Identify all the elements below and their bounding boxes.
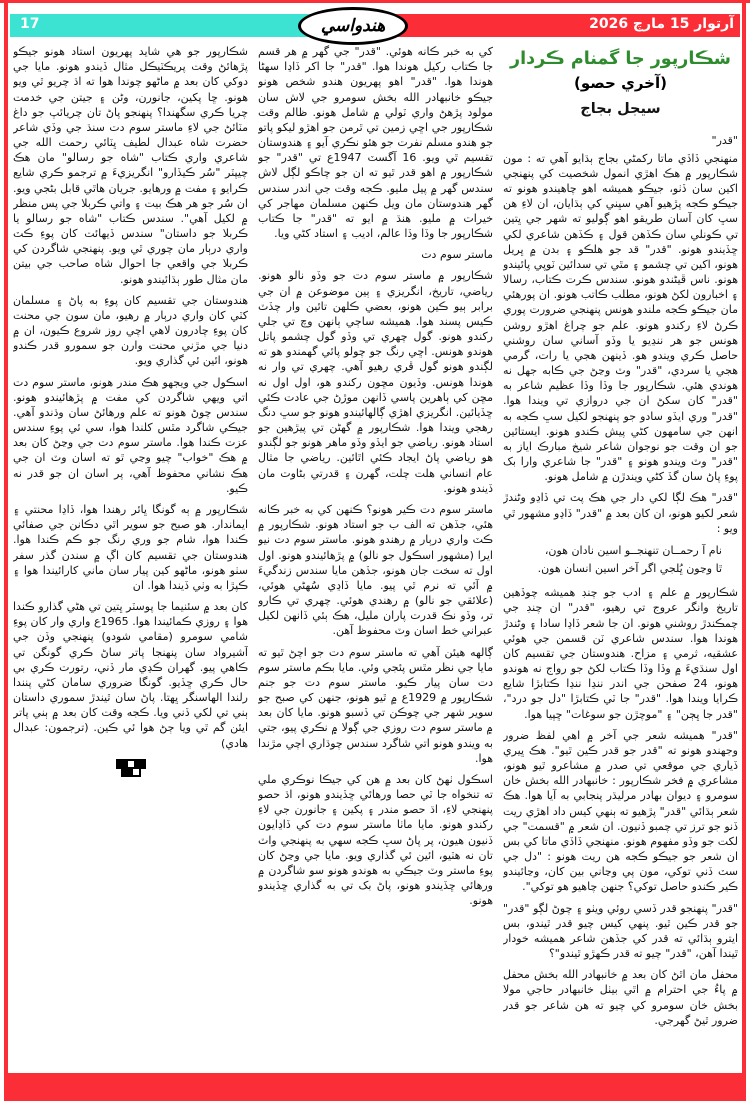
paragraph: شڪارپور ۾ علم ۽ ادب جو چنڊ هميشه چوڏهين تاريخ وانگر عروج تي رهيو، "قدر" ان چنڊ جي چمڪندڙ روشني هونو. ان جا شعر ڏاڍا سادا ۽ وڻندڙ هوندا هوا. سندس شاعري ٽن قسمن جي هوئي عشقيه، ثرمي ۽ مزاح. هندوستان جي تقسيم کان اول سنڌيءَ ۾ وڏا وڏا ڪتاب لکڻ جو رواج نه هوندو هونو، 24 صفحن جي اندر ننڍا ننڍا ڪتابڙا شايع ڪرايا ويندا هوا. "قدر" جا ٽي ڪتابڙا "دل جو درد"، "قدر جا ڀڄن" ۽ "موچڙن جو سوغات" ڇپيا هوا.: [503, 586, 738, 721]
paragraph: "قدر" هميشه شعر جي آخر ۾ اهي لفظ ضرور وجهندو هونو ته "قدر جو قدر ڪين ٿيو". هڪ ڀيري ڏياري جي موقعي تي صدر ۾ مشاعرو ٿيو هونو، مشاعري ۾ فخر شڪارپور : خانبهادر الله بخش خان سومرو ۽ ديوان بهادر مرليڌر پنجابي به آيا هوا. هڪ شعر ٻڌائي "قدر" پڙهيو ته ٻنهي کيس داد اهڙي ريت ڏنو جو ترز تي چمبو ڏنيون. ان شعر ۾ "قسمت" جي لکت جو وڏو مفهوم هونو. منهنجي ڏاڏي ماتا کي بس ان شعر جو جيڪو ڪجه هن ريت هونو : "دل جي سٽ ڏني توکي، مون پي وڃاني بين کان، وڃائيندو ڪير ڪندو حاصل توکي؟ جنهن چاهيو هو توکي".: [503, 728, 738, 894]
paragraph: محفل مان اٿڻ کان بعد ۾ خانبهادر الله بخش محفل ۾ پاءُ جي احترام ۾ اٿي بيٺل خانبهادر حاجي مولا بخش خان سومرو کي چيو ته هن شاعر جو قدر ضرور ٿيڻ گهرجي.: [503, 968, 738, 1027]
frame-left-rule: [4, 0, 8, 1101]
masthead-logo: [298, 7, 408, 45]
end-of-article-icon: [13, 759, 248, 777]
frame-top-rule: [0, 0, 750, 3]
paragraph: ماستر سوم دت ڪير هونو؟ ڪنهن کي به خبر ڪانه هئي، جڏهن ته الف ب جو استاد هونو. شڪارپور ۾ ڪٽ واري درٻار ۾ رهندو هونو. ماستر سوم دت نيو ايرا (مشهور اسڪول جو نالو) ۾ پڙهائيندو هونو. اول اول ته سخت جان هونو، جڏهن مايا سندس زندگيءَ ۾ آئي ته نرم ٿي پيو. مايا ڏاڍي سُهڻي هوئي، (علائقي جو نالو) ۾ رهندي هوئي. چهري تي ڪارو تر، وڏو نڪ قدرت پاران مليل، هڪ ٻئي ڏانهن لکيل عبراني خط اسان وٽ محفوظ آهن.: [258, 502, 493, 638]
masthead-title: هندواسي: [320, 16, 386, 36]
paragraph: اسڪول جي ويجهو هڪ مندر هونو، ماستر سوم دت اتي ويهي شاگردن کي مفت ۾ پڙهائيندو هونو. سندس چوڻ هونو ته علم ورهائڻ سان وڌندو آهي. جيڪي شاگرد مٿس کلندا هوا، سي ئي پوءِ سندس عزت ڪندا هوا. ماستر سوم دت جي وڃڻ کان بعد ۾ هڪ "خواب" چيو وڃي ٿو ته اسان وٽ ان جي هڪ نشاني محفوظ آهي، پر اسان ان جو قدر نه ڪيو.: [13, 375, 248, 495]
header-teal-band: [10, 14, 340, 37]
paragraph: کي به خبر ڪانه هوئي. "قدر" جي گهر ۾ هر قسم جا ڪتاب رکيل هوندا هوا. "قدر" جا اکر ڏاڍا سهڻا هوندا هوا. "قدر" اهو پهريون هندو شخص هونو جيڪو خانبهادر الله بخش سومرو جي لاش سان مولود پڙهڻ واري ٽولي ۾ شامل هونو. ظالم وقت شڪارپور جي اڇي زمين تي ٿرمن جو اهڙو ليکو پاتو جو هندو مسلم نفرت جو هئو نڪري آيو ۽ هندوستان تقسيم ٿي ويو. 16 آگسٽ 1947ع تي "قدر" جو شڪارپور ۾ اهو قدر ٿيو ته ان جو چاڪو لڳل لاش سندس گهر ۾ پيل مليو. ڪجه وقت جي اندر سندس گهر هندوستان مان ويل ڪنهن مسلمان مهاجر کي خيرات ۾ مليو. هنڌ ۾ ايو ته "قدر" جا ڪتاب شڪارپور جا وڏا وڏا عالم، اديب ۽ استاد کڻي ويا.: [258, 45, 493, 241]
paragraph: اسڪول ٺهڻ کان بعد ۾ هن کي جيڪا نوڪري ملي ته تنخواه جا ٽي حصا ورهائي ڇڏيندو هونو، اڌ حصو پنهنجي لاءِ، اڌ حصو مندر ۽ پکين ۽ جانورن جي لاءِ رکندو هونو. مايا ماٺا ماستر سوم دت کي ڏاڍايون ڏنيون هيون، پر پاڻ سڀ ڪجه سهي به پنهنجي واٽ تان نه هٽيو، ائين ئي گذاري ويو. مايا جي وڃڻ کان پوءِ ماستر وٽ جيڪي به هوندو هونو سو شاگردن ۾ ورهائي ڇڏيندو هونو، پاڻ بک تي به گذاري ڇڏيندو هونو.: [258, 772, 493, 908]
frame-right-rule: [742, 0, 746, 1101]
verse-line: نام آ رحمــان تنهنجــو اسين نادان هون،: [544, 543, 722, 557]
section-subhead: ماستر سوم دت: [421, 248, 493, 262]
column-2-text: [258, 44, 493, 908]
paragraph: شڪارپور ۾ ٻه گونگا ڀائر رهندا هوا، ڏاڍا محنتي ۽ ايماندار. هو صبح جو سوير اٿي دڪانن جي صفائي ڪندا هوا، شام جو وري رنگ جو ڪم ڪندا هوا. هندوستان جي تقسيم کان اڳ ۾ سندن گذر سفر سٺو هونو، ماڻهو کين پيار سان ماني کارائيندا هوا ۽ ڪپڙا به وٺي ڏيندا هوا. ان: [13, 502, 248, 592]
article-headline: شڪارپور جا گمنام ڪردار: [510, 49, 731, 69]
column-1: [503, 44, 738, 1072]
section-label: "قدر": [711, 133, 738, 147]
frame-bottom-bar: [4, 1073, 746, 1101]
verse-line: ٿا وڃون ڀُلجي اگر آخر اسين انسان هون.: [537, 561, 722, 575]
column-3-text: [13, 44, 248, 751]
paragraph: "قدر" پنهنجو قدر ڏسي روئي ويٺو ۽ چوڻ لڳو "قدر" جو قدر ڪين ٿيو. پنهي کيس چيو قدر ٿيندو، بس ايترو ٻڌائي ته قدر کي جڏهن شاعر هميشه خودار ٿيندا آهن، "قدر" چيو ته قدر ڪهڙو ٿيندو"؟: [503, 901, 738, 961]
headline-suffix: (آخري حصو): [574, 74, 667, 93]
paragraph: کان بعد ۾ سئنيما جا پوسٽر ڀتين تي هڻي گذارو ڪندا هوا ۽ روزي ڪمائيندا هوا. 1965ع واري وار کان پوءِ شامي سومرو (مقامي شودو) پنهنجي وڏن جي آشيرواد سان پنهنجا پاتر ساڻ ڪري گونگن تي ڪاهي پيو. گهران ڪڍي مار ڏني، رتورت ڪري بي حال ڪري ڇڏيو. گونگا ضروري سامان کڻي پنندا رلندا الهاسنگر ڀهتا. پاڻ سان ٿيندڙ سموري داستان ٻني تي لکي ڏني ويا. ڪجه وقت کان بعد ۾ ٻني پاتر ايئن گم ٿي ويا ڄڻ هوا ئي ڪين. (ترجمون: عبدال هادي): [13, 600, 248, 750]
poetry-couplet: [503, 542, 738, 577]
byline: سيجل بجاج: [580, 100, 661, 117]
paragraph: هندوستان جي تقسيم کان پوءِ به پاڻ ۽ مسلمان کٽي کان واري درٻار ۾ رهيو، مان سون جي محنت کان پوءِ چادرون لاهي اچي روز شروع ڪيون، ان ۾ دنيا جي مڙني محنت وارن جو سمورو قدر ڪندو هونو، ائين ئي گذاري ويو.: [13, 293, 248, 368]
date-banner: آرتوار 15 مارچ 2026: [589, 16, 734, 32]
paragraph: ڳالهه هيئن آهي ته ماستر سوم دت جو اچڻ ٿيو ته مايا جي نظر مٿس پئجي وئي. مايا بڪم ماستر سوم دت سان پيار ڪيو. ماستر سوم دت جو جنم شڪارپور ۾ 1929ع ۾ ٿيو هونو، جنهن کي صبح جو سوير شهر جي چوڪن تي ڏسبو هونو. مايا کان بعد ۾ ماستر سوم دت روزي جي ڳولا ۾ نڪري پيو، جتي به ويندو هونو اتي شاگرد سندس چوڌاري اچي مڙندا هوا.: [258, 645, 493, 765]
column-2: [258, 44, 493, 1072]
article-columns: [12, 44, 738, 1072]
column-1-text: [503, 133, 738, 1028]
headline-box: [503, 46, 738, 121]
paragraph: شڪارپور جو هي شايد پهريون استاد هونو جيڪو پڙهائڻ وقت پريڪٽيڪل مثال ڏيندو هونو. مايا جي دوکي کان بعد ۾ ماڻهو چوندا هوا ته اڌ چريو ٿي ويو هونو. ڇا پکين، جانورن، وڻن ۽ جيتن جي خدمت چريا ڪري سگهندا؟ پنهنجو پاڻ تان چريائپ جو داغ مٽائڻ جي لاءِ ماستر سوم دت سنڌ جي وڏي شاعر حضرت شاه عبدال لطيف ڀٽائي رحمت الله جي شاعري واري ڪتاب "شاه جو رسالو" مان هڪ چيپٽر "سُر ڪيڏارو" انگريزيءَ ۾ ترجمو ڪري شايع ڪرايو ۽ مفت ۾ ورهايو. جريان هاٿي قابل بڻجي ويو. ان سُر جو هر هڪ بيت ۽ واتي ڪربلا جي پس منظر ۾ لکيل آهي". سندس ڪتاب "شاه جو رسالو يا ڪربلا جو داستان" سندس ڏيهائت کان پوءِ ڪٽ واري درٻار مان چوري ٿي ويو. پنهنجي شاگردن کي ڪربلا جي واقعي جا احوال شاه صاحب جي بيتن مان مثال طور ٻڌائيندو هونو.: [13, 45, 248, 286]
paragraph: منهنجي ڏاڏي ماتا رکمڻي بجاج ٻڌايو آهي ته : مون شڪارپور ۾ هڪ اهڙي انمول شخصيت کي پنهنجي اکين سان ڏٺو، جيڪو هميشه اهو چاهيندو هونو ته جيڪو ڪجه پڙهيو آهي سڀني کي ٻڌايان، ان لاءِ هن سڀ کان آسان طريقو اهو ڳوليو ته شهر جي ڀتين تي ڪونلي سان ڪڏهن قول ۽ ڪڏهن شاعري لکي ڇڏيندو هونو. "قدر" قد جو هلڪو ۽ بدن ۾ ڀريل هونو، اکين تي چشمو ۽ مٿي تي سدائين ٽوپي پائيندو هونو. ناس ڦيڻندو هونو. سندس ڪرت ڪتاب، رسالا ۽ اخبارون لکڻ هونو، مطلب ڪاتب هونو. ان پورهئي مان جيڪو ڪجه ملندو هونس پنهنجي ضرورت پوري ڪرڻ لاءِ رکندو هونو. علم جو چراغ اهڙو روشن هونس جو هر ننڍيو يا وڏو آساني سان روشني حاصل ڪري ويندو هو. ڏينهن هجي يا رات، گرمي هجي يا سردي، "قدر" وٽ وڃڻ جي ڪابه جهل نه هوندي هئي. شڪارپور جا وڏا وڏا عظيم شاعر به "قدر" کان سکڻ ان جي دروازي تي ويندا هوا. "قدر" وري ايڏو سادو جو پنهنجو لکيل سڀ ڪجه به انهن جي سامهون کڻي پيش ڪندو هونو. ايستائين جو ان وقت جو نوجوان شاعر شيخ مبارڪ اياز به "قدر" وٽ ويندو هونو ۽ "قدر" جا شاعري وارا بک پوءِ پاڻ سان گڏ کڻي ويندڙن ۾ شامل هونو.: [503, 151, 738, 484]
paragraph: شڪارپور ۾ ماستر سوم دت جو وڏو نالو هونو. رياضي، تاريخ، انگريزي ۽ ٻين موضوعن ۾ ان جي برابر ٻيو ڪين هونو، بعضي ڪلهن تائين وار چڏٽ ڪيس پسند هوا. هميشه ساڄي ٻانهن وچ تي جلي رکندو هونو. گول چهري تي وڏو گول چشمو پاتل هوندو هونس. اڇي رنگ جو چولو پائي گهمندو هو ته لڳندو هونو گول ڦري رهيو آهي. چهري تي وار نه هوندا هونس. وڏيون مڇون رکندو هو، اول اول نه مڇن کي ٻاهرين پاسي ڏانهن موڙڻ جي عادت ڪئي ڇڏيائين. انگريزي اهڙي ڳالهائيندو هونو جو سڀ دنگ رهجي ويندا هوا. شڪارپور ۾ گهڻن تي پيڙهين جو استاد هونو. رياضي جو ايڏو وڏو ماهر هونو جو لڳندو هو رياضي پاڻ ايجاد ڪئي اٿائين. رياضي جا مثال عام انساني هلت چلت، گهرن ۽ قدرتي بڻاوت مان ڏيندو هونو.: [258, 269, 493, 495]
paragraph: "قدر" هڪ لڳا لکي دار جي هڪ پٽ تي ڏاڍو وڻندڙ شعر لکيو هونو، ان کان بعد ۾ "قدر" ڏاڍو مشهور ٿي ويو :: [503, 491, 738, 535]
column-3: [13, 44, 248, 1072]
page-number: 17: [20, 16, 40, 32]
page-header: [10, 14, 740, 37]
